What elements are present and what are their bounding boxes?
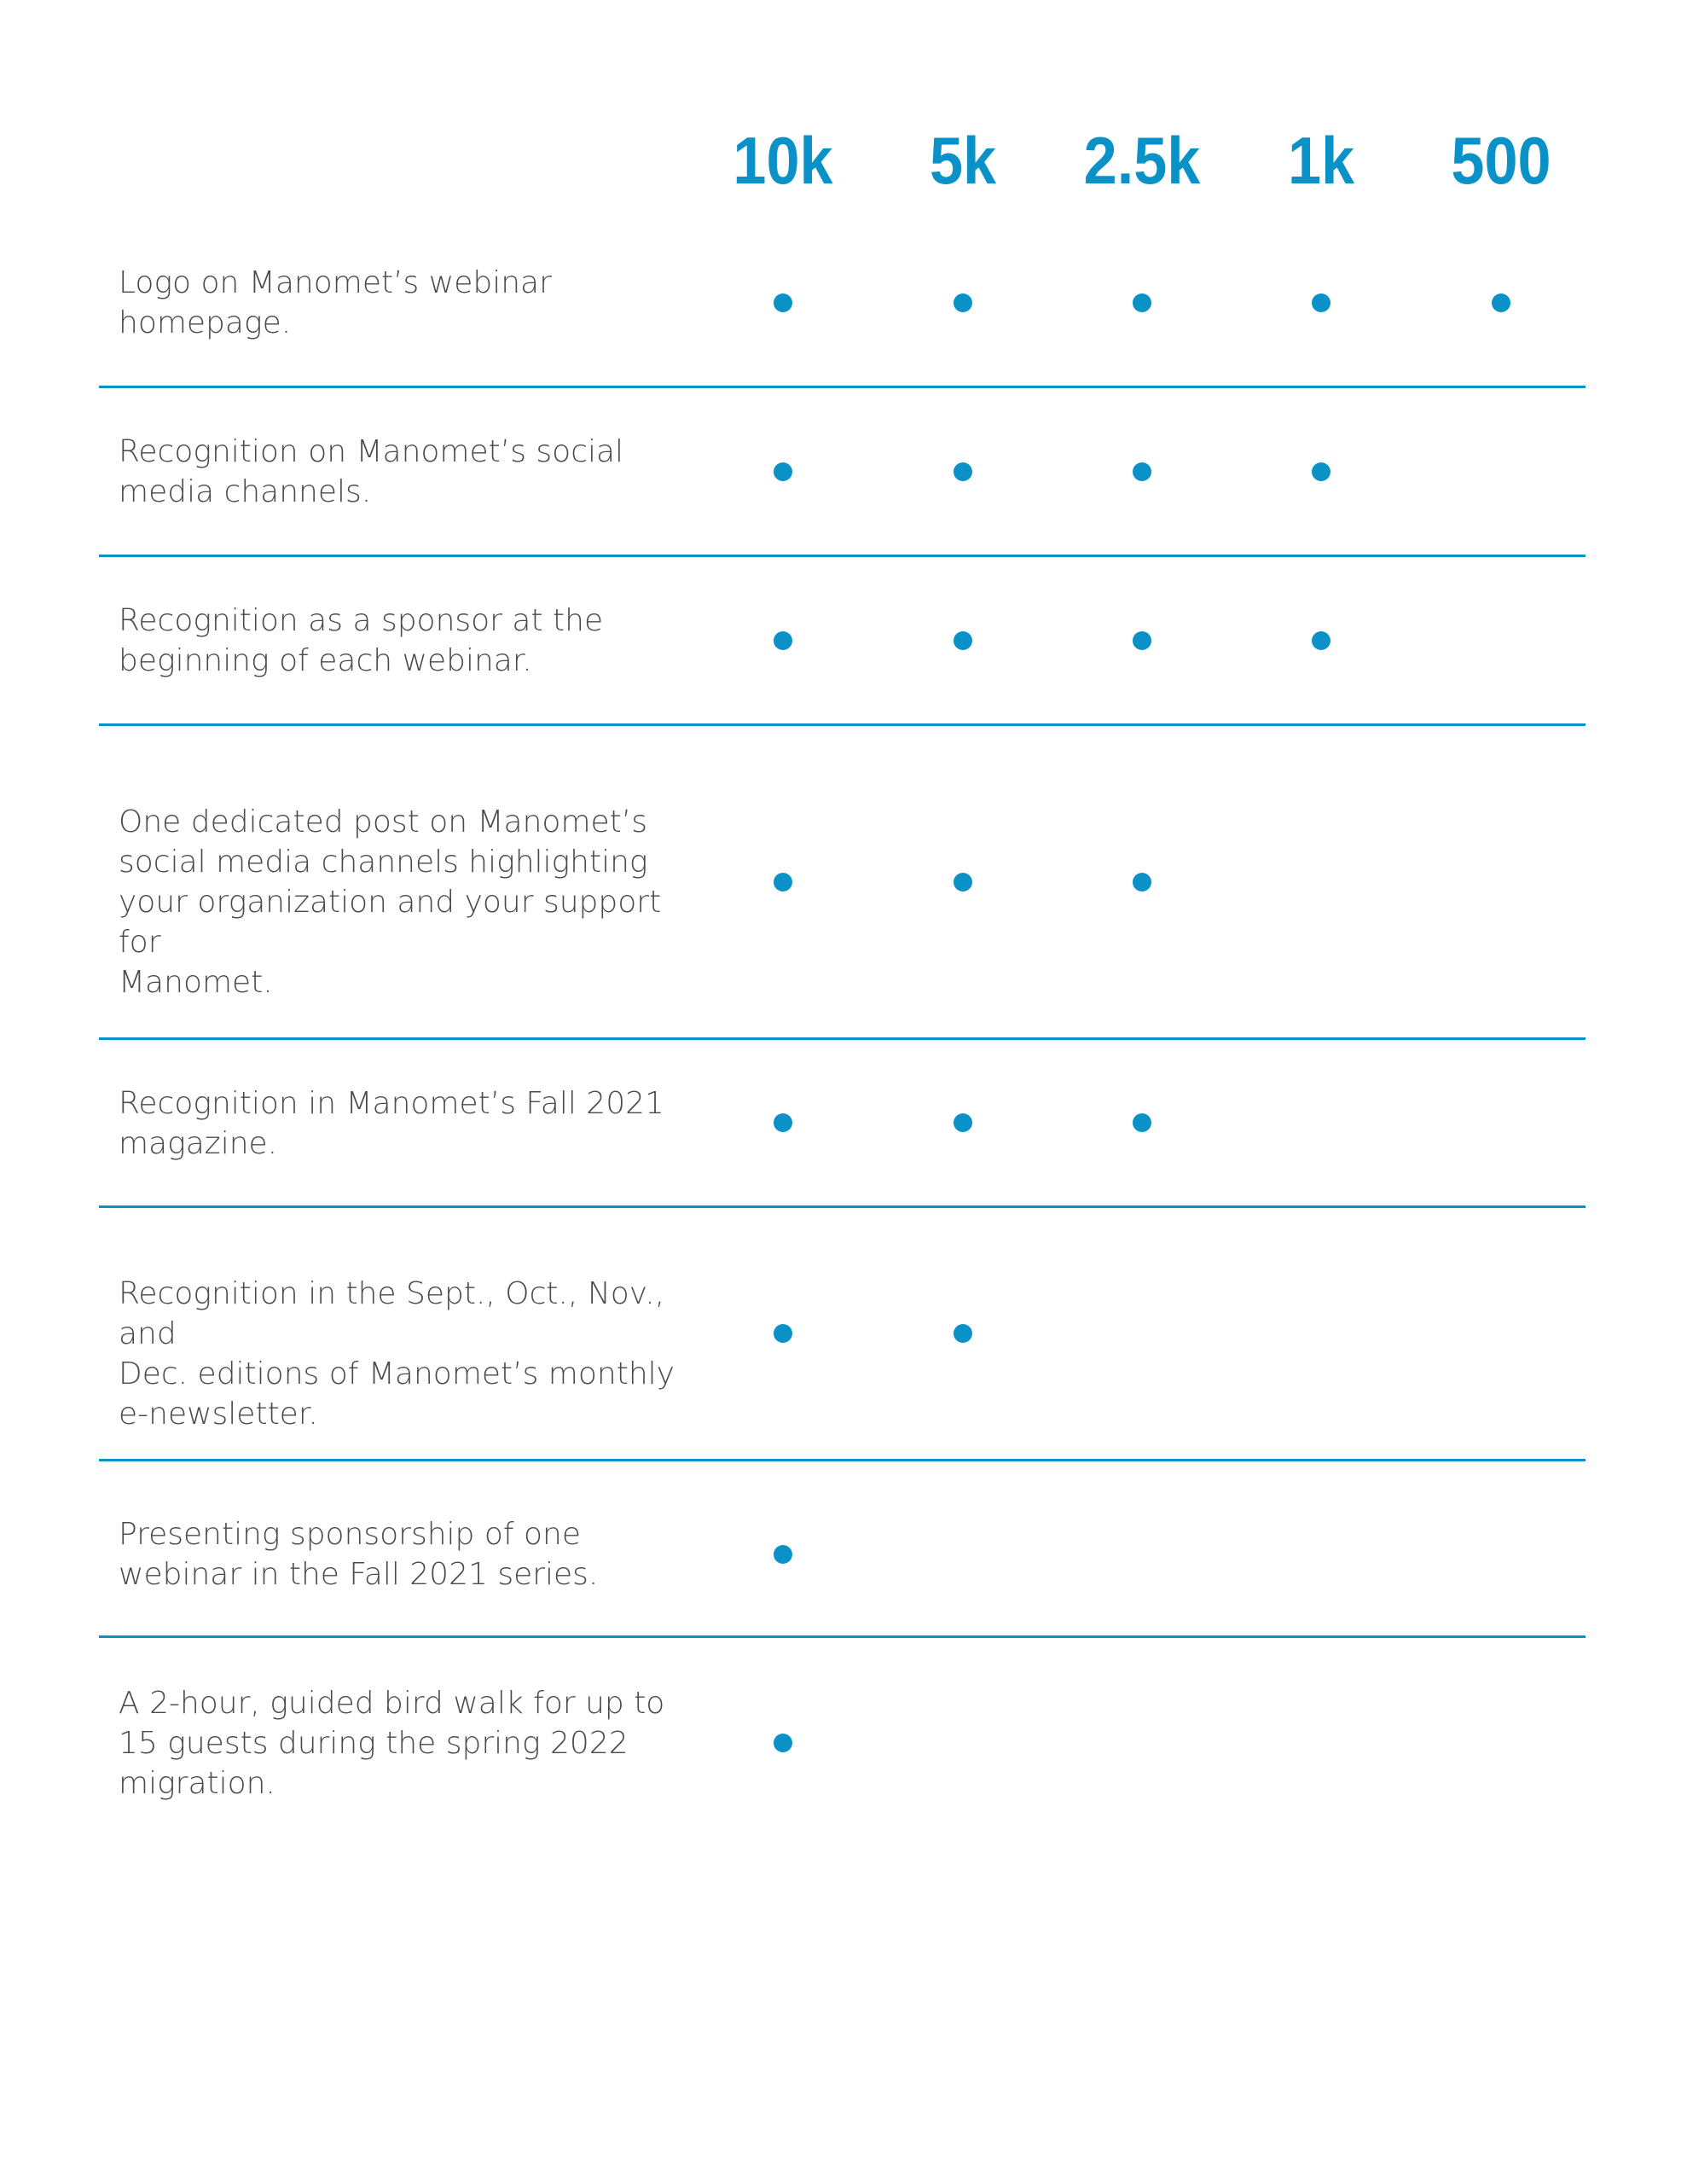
row-divider [99, 1459, 1586, 1461]
included-dot-10k [774, 1545, 792, 1564]
included-dot-5k [954, 293, 972, 312]
included-dot-500 [1492, 293, 1510, 312]
included-dot-10k [774, 293, 792, 312]
included-dot-10k [774, 1324, 792, 1343]
benefit-label-line: media channels. [119, 474, 372, 509]
row-divider [99, 1635, 1586, 1638]
benefit-label [119, 601, 699, 681]
tier-header-5k: 5k [929, 123, 997, 198]
benefit-label-line: Manomet. [119, 965, 273, 1000]
row-divider [99, 1037, 1586, 1040]
included-dot-2-5k [1133, 631, 1151, 650]
benefit-label-line: Recognition as a sponsor at the [119, 603, 604, 638]
benefit-label-line: migration. [119, 1766, 275, 1801]
tier-header-10k: 10k [733, 123, 833, 198]
included-dot-1k [1312, 462, 1330, 481]
benefit-label [119, 432, 699, 512]
benefit-label-line: Presenting sponsorship of one [119, 1517, 581, 1552]
row-divider [99, 386, 1586, 388]
tier-header-1k: 1k [1287, 123, 1355, 198]
included-dot-5k [954, 631, 972, 650]
benefit-label-line: magazine. [119, 1126, 278, 1161]
row-divider [99, 723, 1586, 726]
tier-header-2-5k: 2.5k [1083, 123, 1201, 198]
row-divider [99, 555, 1586, 557]
benefit-label-line: Recognition on Manomet’s social [119, 434, 624, 469]
included-dot-2-5k [1133, 462, 1151, 481]
included-dot-10k [774, 1113, 792, 1132]
benefit-label-line: social media channels highlighting [119, 845, 648, 880]
benefit-label-line: A 2-hour, guided bird walk for up to [119, 1686, 665, 1721]
benefit-label-line: 15 guests during the spring 2022 [119, 1726, 629, 1761]
benefit-label [119, 1083, 699, 1164]
benefit-label [119, 1683, 699, 1804]
included-dot-5k [954, 873, 972, 892]
tier-header-500: 500 [1451, 123, 1551, 198]
benefit-label-line: homepage. [119, 305, 292, 340]
included-dot-10k [774, 1734, 792, 1752]
included-dot-1k [1312, 631, 1330, 650]
included-dot-5k [954, 1113, 972, 1132]
benefit-label-line: e-newsletter. [119, 1397, 318, 1432]
included-dot-10k [774, 873, 792, 892]
benefit-label-line: Recognition in Manomet’s Fall 2021 [119, 1086, 664, 1121]
included-dot-2-5k [1133, 1113, 1151, 1132]
included-dot-5k [954, 1324, 972, 1343]
benefit-label [119, 1274, 699, 1434]
included-dot-1k [1312, 293, 1330, 312]
included-dot-5k [954, 462, 972, 481]
included-dot-10k [774, 631, 792, 650]
benefit-label [119, 802, 699, 1002]
included-dot-2-5k [1133, 873, 1151, 892]
benefit-label-line: beginning of each webinar. [119, 643, 532, 678]
row-divider [99, 1205, 1586, 1208]
included-dot-10k [774, 462, 792, 481]
benefit-label-line: webinar in the Fall 2021 series. [119, 1557, 599, 1592]
included-dot-2-5k [1133, 293, 1151, 312]
benefit-label [119, 263, 699, 343]
benefit-label-line: One dedicated post on Manomet’s [119, 804, 647, 839]
benefit-label-line: your organization and your support for [119, 885, 662, 960]
benefit-label-line: Dec. editions of Manomet’s monthly [119, 1356, 675, 1391]
benefit-label-line: Logo on Manomet’s webinar [119, 265, 552, 300]
benefit-label [119, 1514, 699, 1594]
benefit-label-line: Recognition in the Sept., Oct., Nov., and [119, 1276, 665, 1351]
